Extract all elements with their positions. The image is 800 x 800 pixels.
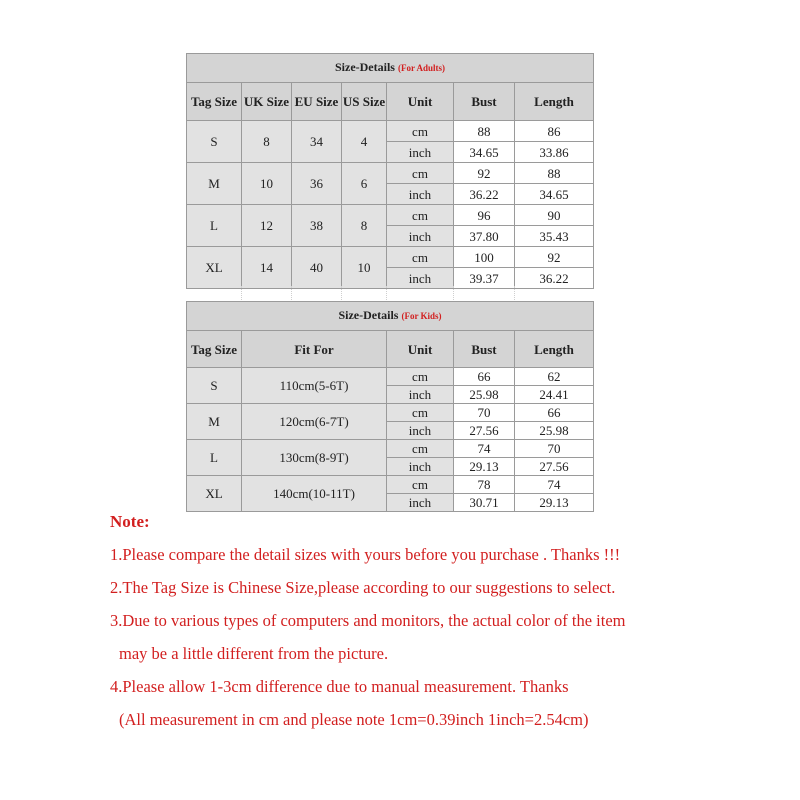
kids-tag-size-cell: L bbox=[187, 440, 242, 476]
kids-unit-cell: cm bbox=[387, 476, 454, 494]
kids-subtitle: (For Kids) bbox=[401, 311, 442, 321]
note-line-3: 3.Due to various types of computers and monitors, the actual color of the item bbox=[110, 611, 626, 630]
header-uk-size: UK Size bbox=[242, 83, 292, 121]
kids-bust-cell: 70 bbox=[454, 404, 515, 422]
us-size-cell: 4 bbox=[342, 121, 387, 163]
eu-size-cell: 38 bbox=[292, 205, 342, 247]
table-row bbox=[187, 121, 594, 142]
uk-size-cell: 12 bbox=[242, 205, 292, 247]
kids-tag-size-cell: XL bbox=[187, 476, 242, 512]
us-size-cell: 10 bbox=[342, 247, 387, 289]
kids-header-tag-size: Tag Size bbox=[187, 331, 242, 368]
kids-table-title bbox=[187, 302, 594, 331]
kids-tag-size-cell: S bbox=[187, 368, 242, 404]
adults-table-title bbox=[187, 54, 594, 83]
table-row bbox=[187, 368, 594, 386]
fit-for-cell: 120cm(6-7T) bbox=[242, 404, 387, 440]
kids-unit-cell: cm bbox=[387, 404, 454, 422]
unit-cell: cm bbox=[387, 163, 454, 184]
header-unit: Unit bbox=[387, 83, 454, 121]
kids-header-length: Length bbox=[515, 331, 594, 368]
note-line-5: (All measurement in cm and please note 1cm=0.39inch 1inch=2.54cm) bbox=[119, 710, 589, 729]
table-row bbox=[187, 205, 594, 226]
bust-cell: 88 bbox=[454, 121, 515, 142]
unit-cell: inch bbox=[387, 184, 454, 205]
header-us-size: US Size bbox=[342, 83, 387, 121]
table-row bbox=[187, 247, 594, 268]
note-line-3-cont: may be a little different from the picture. bbox=[119, 644, 389, 663]
unit-cell: inch bbox=[387, 268, 454, 289]
length-cell: 90 bbox=[515, 205, 594, 226]
header-eu-size: EU Size bbox=[292, 83, 342, 121]
unit-cell: inch bbox=[387, 142, 454, 163]
uk-size-cell: 14 bbox=[242, 247, 292, 289]
us-size-cell: 6 bbox=[342, 163, 387, 205]
uk-size-cell: 8 bbox=[242, 121, 292, 163]
fit-for-cell: 110cm(5-6T) bbox=[242, 368, 387, 404]
length-cell: 92 bbox=[515, 247, 594, 268]
kids-unit-cell: inch bbox=[387, 458, 454, 476]
uk-size-cell: 10 bbox=[242, 163, 292, 205]
us-size-cell: 8 bbox=[342, 205, 387, 247]
bust-cell: 96 bbox=[454, 205, 515, 226]
bust-cell: 36.22 bbox=[454, 184, 515, 205]
kids-bust-cell: 74 bbox=[454, 440, 515, 458]
kids-length-cell: 70 bbox=[515, 440, 594, 458]
kids-unit-cell: inch bbox=[387, 386, 454, 404]
adults-title: Size-Details bbox=[334, 60, 395, 74]
bust-cell: 34.65 bbox=[454, 142, 515, 163]
kids-header-unit: Unit bbox=[387, 331, 454, 368]
kids-length-cell: 27.56 bbox=[515, 458, 594, 476]
fit-for-cell: 130cm(8-9T) bbox=[242, 440, 387, 476]
length-cell: 88 bbox=[515, 163, 594, 184]
unit-cell: cm bbox=[387, 247, 454, 268]
note-line-4: 4.Please allow 1-3cm difference due to manual measurement. Thanks bbox=[110, 677, 569, 696]
kids-unit-cell: inch bbox=[387, 422, 454, 440]
kids-length-cell: 24.41 bbox=[515, 386, 594, 404]
unit-cell: cm bbox=[387, 121, 454, 142]
eu-size-cell: 40 bbox=[292, 247, 342, 289]
tag-size-cell: M bbox=[187, 163, 242, 205]
table-row bbox=[187, 163, 594, 184]
kids-bust-cell: 66 bbox=[454, 368, 515, 386]
kids-length-cell: 66 bbox=[515, 404, 594, 422]
kids-unit-cell: inch bbox=[387, 494, 454, 512]
kids-header-bust: Bust bbox=[454, 331, 515, 368]
kids-tag-size-cell: M bbox=[187, 404, 242, 440]
kids-length-cell: 25.98 bbox=[515, 422, 594, 440]
table-row bbox=[187, 404, 594, 422]
length-cell: 34.65 bbox=[515, 184, 594, 205]
length-cell: 33.86 bbox=[515, 142, 594, 163]
kids-bust-cell: 25.98 bbox=[454, 386, 515, 404]
kids-bust-cell: 78 bbox=[454, 476, 515, 494]
kids-length-cell: 29.13 bbox=[515, 494, 594, 512]
length-cell: 36.22 bbox=[515, 268, 594, 289]
tag-size-cell: L bbox=[187, 205, 242, 247]
length-cell: 86 bbox=[515, 121, 594, 142]
header-length: Length bbox=[515, 83, 594, 121]
length-cell: 35.43 bbox=[515, 226, 594, 247]
header-bust: Bust bbox=[454, 83, 515, 121]
kids-length-cell: 74 bbox=[515, 476, 594, 494]
note-line-2: 2.The Tag Size is Chinese Size,please according to our suggestions to select. bbox=[110, 578, 616, 597]
kids-bust-cell: 29.13 bbox=[454, 458, 515, 476]
bust-cell: 100 bbox=[454, 247, 515, 268]
bust-cell: 92 bbox=[454, 163, 515, 184]
eu-size-cell: 36 bbox=[292, 163, 342, 205]
bust-cell: 37.80 bbox=[454, 226, 515, 247]
tag-size-cell: XL bbox=[187, 247, 242, 289]
table-gap bbox=[186, 286, 593, 300]
kids-title: Size-Details bbox=[338, 308, 399, 322]
kids-unit-cell: cm bbox=[387, 368, 454, 386]
kids-unit-cell: cm bbox=[387, 440, 454, 458]
fit-for-cell: 140cm(10-11T) bbox=[242, 476, 387, 512]
kids-length-cell: 62 bbox=[515, 368, 594, 386]
unit-cell: inch bbox=[387, 226, 454, 247]
eu-size-cell: 34 bbox=[292, 121, 342, 163]
note-line-1: 1.Please compare the detail sizes with yours before you purchase . Thanks !!! bbox=[110, 545, 621, 564]
kids-bust-cell: 30.71 bbox=[454, 494, 515, 512]
kids-size-table bbox=[186, 301, 594, 512]
bust-cell: 39.37 bbox=[454, 268, 515, 289]
adults-size-table bbox=[186, 53, 594, 289]
adults-subtitle: (For Adults) bbox=[397, 63, 446, 73]
table-row bbox=[187, 440, 594, 458]
notes-title: Note: bbox=[110, 512, 150, 531]
header-tag-size: Tag Size bbox=[187, 83, 242, 121]
kids-bust-cell: 27.56 bbox=[454, 422, 515, 440]
table-row bbox=[187, 476, 594, 494]
unit-cell: cm bbox=[387, 205, 454, 226]
kids-header-fit-for: Fit For bbox=[242, 331, 387, 368]
tag-size-cell: S bbox=[187, 121, 242, 163]
